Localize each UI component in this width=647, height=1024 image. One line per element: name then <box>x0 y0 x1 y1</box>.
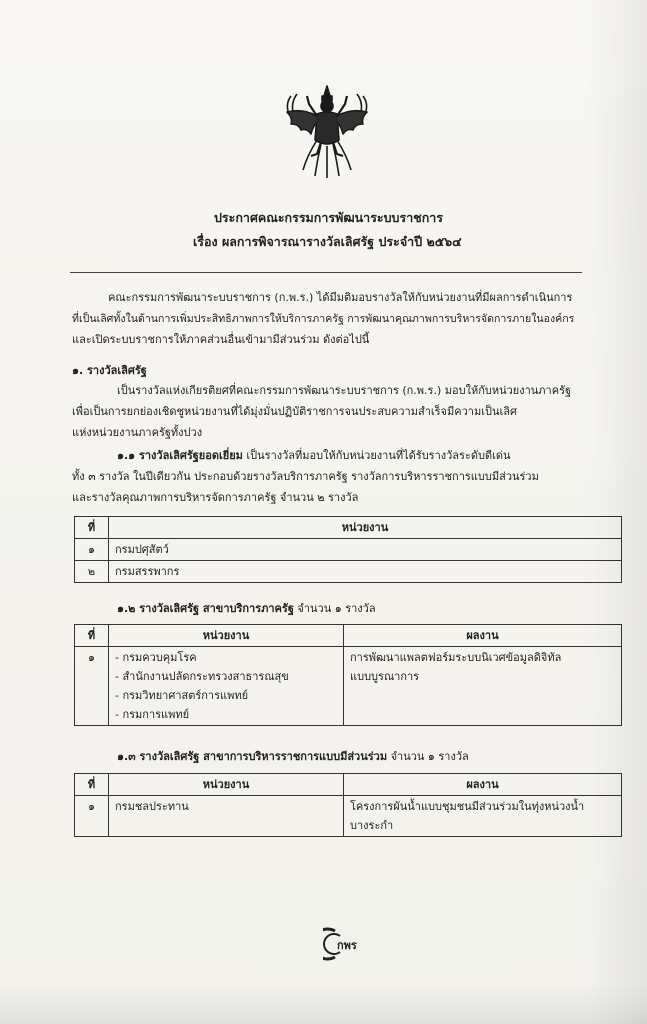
col-header-work: ผลงาน <box>344 625 622 647</box>
table-3 <box>74 773 622 837</box>
table-row <box>75 647 622 726</box>
section-1-line-3: แห่งหน่วยงานภาครัฐทั้งปวง <box>72 426 203 439</box>
table-1 <box>74 516 622 583</box>
subsection-1-3-count: จำนวน ๑ รางวัล <box>387 750 469 763</box>
col-header-no: ที่ <box>75 517 109 539</box>
page-shadow-right <box>587 0 647 1024</box>
row-agency: กรมปศุสัตว์ <box>109 539 622 561</box>
table-2 <box>74 624 622 726</box>
agency-list <box>115 648 337 724</box>
subsection-1-1-text: เป็นรางวัลที่มอบให้กับหน่วยงานที่ได้รับรางวัลระดับดีเด่น <box>242 449 511 462</box>
table-row <box>75 796 622 837</box>
title-divider <box>70 272 582 273</box>
list-item: - สำนักงานปลัดกระทรวงสาธารณสุข <box>115 670 289 683</box>
col-header-work: ผลงาน <box>344 774 622 796</box>
col-header-no: ที่ <box>75 625 109 647</box>
svg-text:กพร: กพร <box>337 939 357 952</box>
section-1-heading: ๑. รางวัลเลิศรัฐ <box>72 364 147 377</box>
work-line-1: โครงการผันน้ำแบบชุมชนมีส่วนร่วมในทุ่งหน่วงน้ำ <box>350 800 585 813</box>
row-agency: กรมชลประทาน <box>109 796 344 837</box>
row-number: ๑ <box>75 539 109 561</box>
col-header-agency: หน่วยงาน <box>109 625 344 647</box>
row-agencies <box>109 647 344 726</box>
subsection-1-3-label: ๑.๓ รางวัลเลิศรัฐ สาขาการบริหารราชการแบบมีส่วนร่วม <box>117 750 388 763</box>
work-line-1: การพัฒนาแพลตฟอร์มระบบนิเวศข้อมูลดิจิทัล <box>350 651 562 664</box>
table-row <box>75 539 622 561</box>
row-agency: กรมสรรพากร <box>109 561 622 583</box>
section-1-line-2: เพื่อเป็นการยกย่องเชิดชูหน่วยงานที่ได้มุ่งมั่นปฏิบัติราชการจนประสบความสำเร็จมีความเป็นเลิศ <box>72 405 517 418</box>
row-work <box>344 796 622 837</box>
col-header-agency: หน่วยงาน <box>109 774 344 796</box>
opdc-logo-icon <box>323 927 367 961</box>
subsection-1-1-line-2: ทั้ง ๓ รางวัล ในปีเดียวกัน ประกอบด้วยรางวัลบริการภาครัฐ รางวัลการบริหารราชการแบบมีส่วนร่วม <box>72 470 539 483</box>
section-1-line-1: เป็นรางวัลแห่งเกียรติยศที่คณะกรรมการพัฒนาระบบราชการ (ก.พ.ร.) มอบให้กับหน่วยงานภาครัฐ <box>117 384 572 397</box>
subsection-1-2-heading <box>117 601 376 617</box>
work-line-2: บางระกำ <box>350 819 394 832</box>
subsection-1-3-heading <box>117 749 469 765</box>
subsection-1-2-count: จำนวน ๑ รางวัล <box>293 602 376 615</box>
row-number: ๑ <box>75 796 109 837</box>
row-number: ๒ <box>75 561 109 583</box>
document-subject: เรื่อง ผลการพิจารณารางวัลเลิศรัฐ ประจำปี ๒๕๖๔ <box>193 234 462 249</box>
table-row <box>75 561 622 583</box>
intro-line-3: และเปิดระบบราชการให้ภาคส่วนอื่นเข้ามามีส่วนร่วม ดังต่อไปนี้ <box>72 333 370 346</box>
intro-line-2: ที่เป็นเลิศทั้งในด้านการเพิ่มประสิทธิภาพการให้บริการภาครัฐ การพัฒนาคุณภาพการบริหารจัดการภายในองค์กร <box>72 313 575 325</box>
table-header-row <box>75 774 622 796</box>
document-title: ประกาศคณะกรรมการพัฒนาระบบราชการ <box>214 210 444 225</box>
subsection-1-1-label: ๑.๑ รางวัลเลิศรัฐยอดเยี่ยม <box>117 449 243 462</box>
work-line-2: แบบบูรณาการ <box>350 670 420 683</box>
row-work <box>344 647 622 726</box>
table-header-row <box>75 517 622 539</box>
list-item: - กรมการแพทย์ <box>115 708 190 721</box>
garuda-emblem-icon <box>277 82 377 182</box>
list-item: - กรมควบคุมโรค <box>115 651 197 664</box>
table-header-row <box>75 625 622 647</box>
subsection-1-1-line-1 <box>117 448 511 464</box>
page-shadow-bottom <box>0 984 647 1024</box>
list-item: - กรมวิทยาศาสตร์การแพทย์ <box>115 689 249 702</box>
intro-line-1: คณะกรรมการพัฒนาระบบราชการ (ก.พ.ร.) ได้มีมติมอบรางวัลให้กับหน่วยงานที่มีผลการดำเนินการ <box>108 291 573 304</box>
subsection-1-2-label: ๑.๒ รางวัลเลิศรัฐ สาขาบริการภาครัฐ <box>117 602 294 615</box>
col-header-agency: หน่วยงาน <box>109 517 622 539</box>
row-number: ๑ <box>75 647 109 726</box>
subsection-1-1-line-3: และรางวัลคุณภาพการบริหารจัดการภาครัฐ จำนวน ๒ รางวัล <box>72 491 359 504</box>
col-header-no: ที่ <box>75 774 109 796</box>
